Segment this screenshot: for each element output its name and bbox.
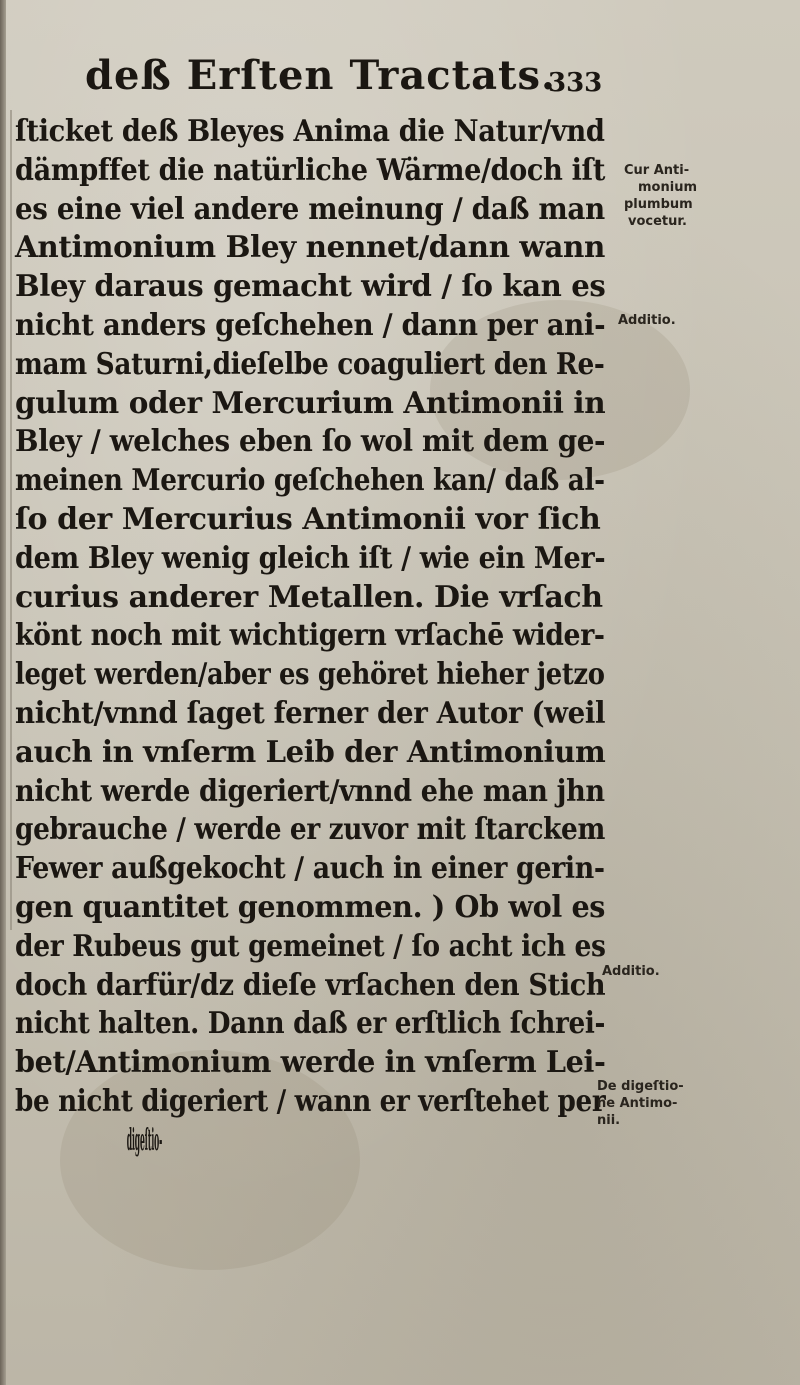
catchword: digeſtio-: [126, 1122, 163, 1158]
margin-note-line: Additio.: [602, 964, 660, 979]
text-line: bet/Antimonium werde in vnſerm Lei-: [15, 1045, 606, 1081]
text-line: es eine viel andere meinung / daß man: [15, 191, 605, 227]
margin-note-line: monium: [638, 180, 697, 195]
margin-note-line: De digeſtio-: [597, 1079, 684, 1094]
text-line: der Rubeus gut gemeinet / ſo acht ich es: [15, 928, 606, 964]
text-line: dem Bley wenig gleich iſt / wie ein Mer-: [15, 540, 606, 576]
text-line: könt noch mit wichtigern vrſachē wider-: [15, 618, 605, 654]
text-line: gen quantitet genommen. ) Ob wol es: [15, 889, 606, 925]
text-line: be nicht digeriert / wann er verſtehet per: [15, 1083, 606, 1119]
text-line: meinen Mercurio geſchehen kan/ daß al-: [15, 463, 605, 499]
text-line: curius anderer Metallen. Die vrſach: [15, 579, 603, 615]
text-line: Antimonium Bley nennet/dann wann: [15, 230, 605, 266]
page-binding-edge: [0, 0, 6, 1385]
running-head: deß Erſten Tractats.: [85, 52, 556, 99]
text-line: nicht anders geſchehen / dann per ani-: [15, 307, 606, 343]
margin-note-line: nii.: [597, 1113, 621, 1128]
text-line: Fewer außgekocht / auch in einer gerin-: [15, 851, 605, 887]
text-line: doch darfür/dz dieſe vrſachen den Stich: [15, 967, 606, 1003]
text-line: nicht halten. Dann daß er erſtlich ſchrei-: [15, 1006, 606, 1042]
main-text-block: [15, 113, 605, 1161]
text-line: ſticket deß Bleyes Anima die Natur/vnd: [15, 114, 605, 149]
margin-note-line: ne Antimo-: [597, 1096, 678, 1111]
margin-note-line: Cur Anti-: [624, 163, 690, 178]
margin-note-de-digestione: [597, 1078, 684, 1129]
text-line: mam Saturni,dieſelbe coaguliert den Re-: [15, 346, 605, 382]
margin-note-cur-antimonium: [624, 162, 697, 230]
text-line: nicht werde digeriert/vnnd ehe man jhn: [15, 773, 605, 809]
margin-note-line: Additio.: [618, 313, 676, 328]
text-line: auch in vnſerm Leib der Antimonium: [15, 734, 606, 770]
text-line: leget werden/aber es gehöret hieher jetzo: [15, 657, 605, 693]
margin-note-line: plumbum: [624, 197, 693, 212]
text-line: gebrauche / werde er zuvor mit ſtarckem: [15, 812, 605, 848]
margin-rule: [10, 110, 12, 930]
text-line: gulum oder Mercurium Antimonii in: [15, 385, 606, 421]
page-number: 333: [548, 68, 603, 98]
text-line: Bley / welches eben ſo wol mit dem ge-: [15, 424, 606, 460]
text-line: nicht/vnnd ſaget ferner der Autor (weil: [15, 695, 606, 731]
text-line: Bley daraus gemacht wird / ſo kan es: [15, 269, 606, 305]
margin-note-line: vocetur.: [628, 214, 687, 229]
margin-note-additio-2: [602, 963, 660, 980]
text-line: ſo der Mercurius Antimonii vor ſich: [15, 501, 601, 537]
text-line: dämpffet die natürliche Wärme/doch iſt: [15, 152, 606, 188]
margin-note-additio-1: [618, 312, 676, 329]
